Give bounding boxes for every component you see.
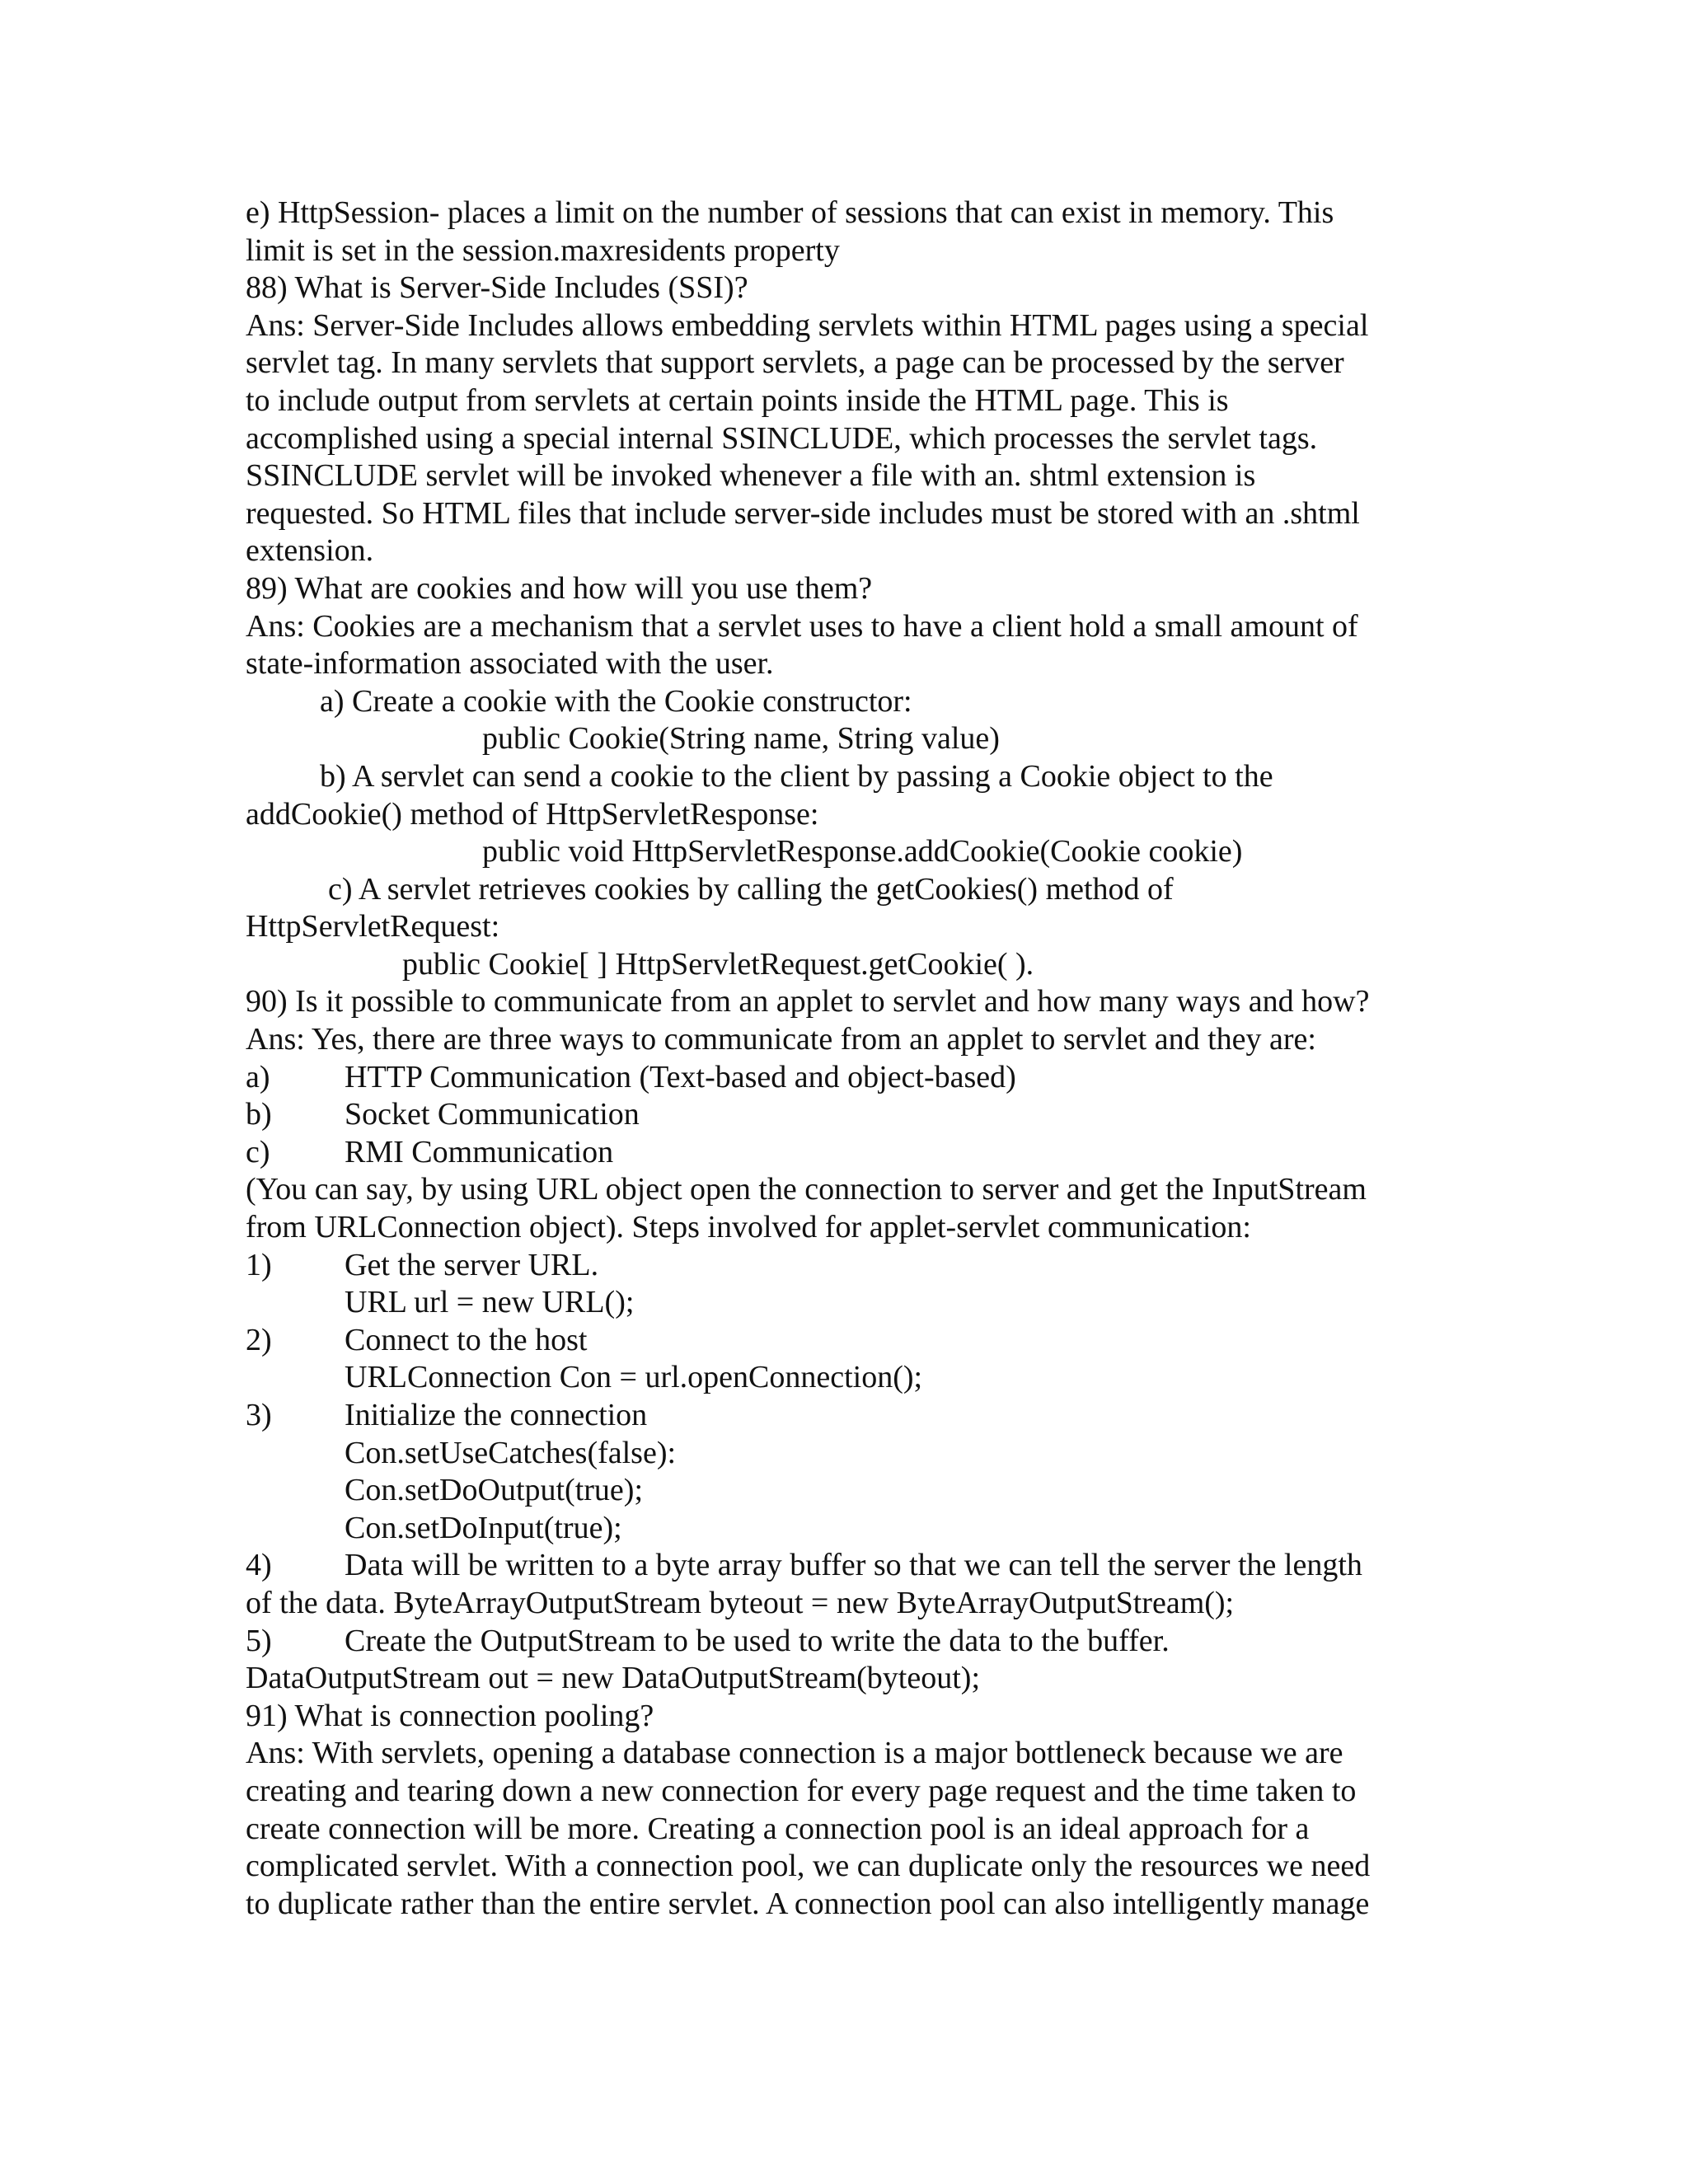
step-text: Create the OutputStream to be used to write the data to the buffer. xyxy=(345,1623,1170,1658)
document-body xyxy=(246,194,1449,1923)
text-line: create connection will be more. Creating a connection pool is an ideal approach for a xyxy=(246,1811,1310,1846)
list-item xyxy=(246,1134,1449,1172)
step-text: Data will be written to a byte array buffer so that we can tell the server the length xyxy=(345,1548,1362,1583)
step-text: Initialize the connection xyxy=(345,1398,648,1432)
list-item: c) A servlet retrieves cookies by calling the getCookies() method of xyxy=(328,871,1174,907)
text-line: requested. So HTML files that include server-side includes must be stored with an .shtml xyxy=(246,495,1360,531)
text-line: e) HttpSession- places a limit on the number of sessions that can exist in memory. This xyxy=(246,195,1334,230)
text-line: accomplished using a special internal SSINCLUDE, which processes the servlet tags. xyxy=(246,420,1318,456)
text-line: Ans: Yes, there are three ways to communicate from an applet to servlet and they are: xyxy=(246,1022,1316,1057)
list-item xyxy=(246,1096,1449,1134)
text-line: (You can say, by using URL object open the connection to server and get the InputStream xyxy=(246,1172,1367,1207)
question-heading: 89) What are cookies and how will you use them? xyxy=(246,570,873,606)
code-line: Con.setUseCatches(false): xyxy=(345,1435,677,1470)
step-item xyxy=(246,1623,1449,1661)
step-item xyxy=(246,1322,1449,1360)
step-number: 2) xyxy=(246,1322,272,1357)
step-text: Connect to the host xyxy=(345,1322,588,1357)
text-line: Ans: Server-Side Includes allows embedding servlets within HTML pages using a special xyxy=(246,307,1369,343)
text-line: to include output from servlets at certain points inside the HTML page. This is xyxy=(246,382,1229,418)
code-line: URLConnection Con = url.openConnection(); xyxy=(345,1360,923,1395)
text-line: extension. xyxy=(246,533,374,569)
code-line: Con.setDoInput(true); xyxy=(345,1510,622,1545)
text-line: limit is set in the session.maxresidents property xyxy=(246,232,840,268)
text-line: Ans: With servlets, opening a database connection is a major bottleneck because we are xyxy=(246,1736,1343,1771)
step-item xyxy=(246,1547,1449,1585)
list-item: a) Create a cookie with the Cookie constructor: xyxy=(320,683,912,719)
step-item xyxy=(246,1247,1449,1285)
step-number: 1) xyxy=(246,1247,272,1282)
text-line: to duplicate rather than the entire servlet. A connection pool can also intelligently manage xyxy=(246,1886,1370,1921)
text-line: Ans: Cookies are a mechanism that a servlet uses to have a client hold a small amount of xyxy=(246,608,1358,644)
text-line: servlet tag. In many servlets that support servlets, a page can be processed by the server xyxy=(246,345,1344,381)
step-number: 3) xyxy=(246,1398,272,1432)
list-text: RMI Communication xyxy=(345,1134,614,1169)
code-line: public void HttpServletResponse.addCookie(Cookie cookie) xyxy=(482,834,1243,869)
text-line: state-information associated with the user. xyxy=(246,646,774,682)
question-heading: 88) What is Server-Side Includes (SSI)? xyxy=(246,270,748,306)
list-item: b) A servlet can send a cookie to the client by passing a Cookie object to the xyxy=(320,758,1273,794)
step-text: Get the server URL. xyxy=(345,1247,599,1282)
text-line: SSINCLUDE servlet will be invoked whenever a file with an. shtml extension is xyxy=(246,458,1256,494)
code-line: public Cookie[ ] HttpServletRequest.getCookie( ). xyxy=(402,946,1034,982)
code-line: Con.setDoOutput(true); xyxy=(345,1473,644,1508)
question-heading: 91) What is connection pooling? xyxy=(246,1698,654,1733)
step-item xyxy=(246,1397,1449,1435)
list-marker: b) xyxy=(246,1097,272,1132)
text-line: complicated servlet. With a connection pool, we can duplicate only the resources we need xyxy=(246,1849,1371,1884)
step-number: 5) xyxy=(246,1623,272,1658)
list-item xyxy=(246,1059,1449,1097)
list-text: Socket Communication xyxy=(345,1097,640,1132)
code-line: public Cookie(String name, String value) xyxy=(482,721,1000,757)
text-line: creating and tearing down a new connection for every page request and the time taken to xyxy=(246,1773,1357,1808)
step-number: 4) xyxy=(246,1548,272,1583)
code-line: URL url = new URL(); xyxy=(345,1285,635,1320)
code-line: DataOutputStream out = new DataOutputStream(byteout); xyxy=(246,1661,980,1696)
text-line: from URLConnection object). Steps involved for applet-servlet communication: xyxy=(246,1210,1251,1245)
text-line: addCookie() method of HttpServletResponse: xyxy=(246,796,819,832)
text-line: of the data. ByteArrayOutputStream byteout = new ByteArrayOutputStream(); xyxy=(246,1585,1235,1620)
list-marker: c) xyxy=(246,1134,270,1169)
list-text: HTTP Communication (Text-based and object-based) xyxy=(345,1059,1016,1094)
text-line: HttpServletRequest: xyxy=(246,909,500,944)
question-heading: 90) Is it possible to communicate from an applet to servlet and how many ways and how? xyxy=(246,984,1370,1019)
list-marker: a) xyxy=(246,1059,270,1094)
